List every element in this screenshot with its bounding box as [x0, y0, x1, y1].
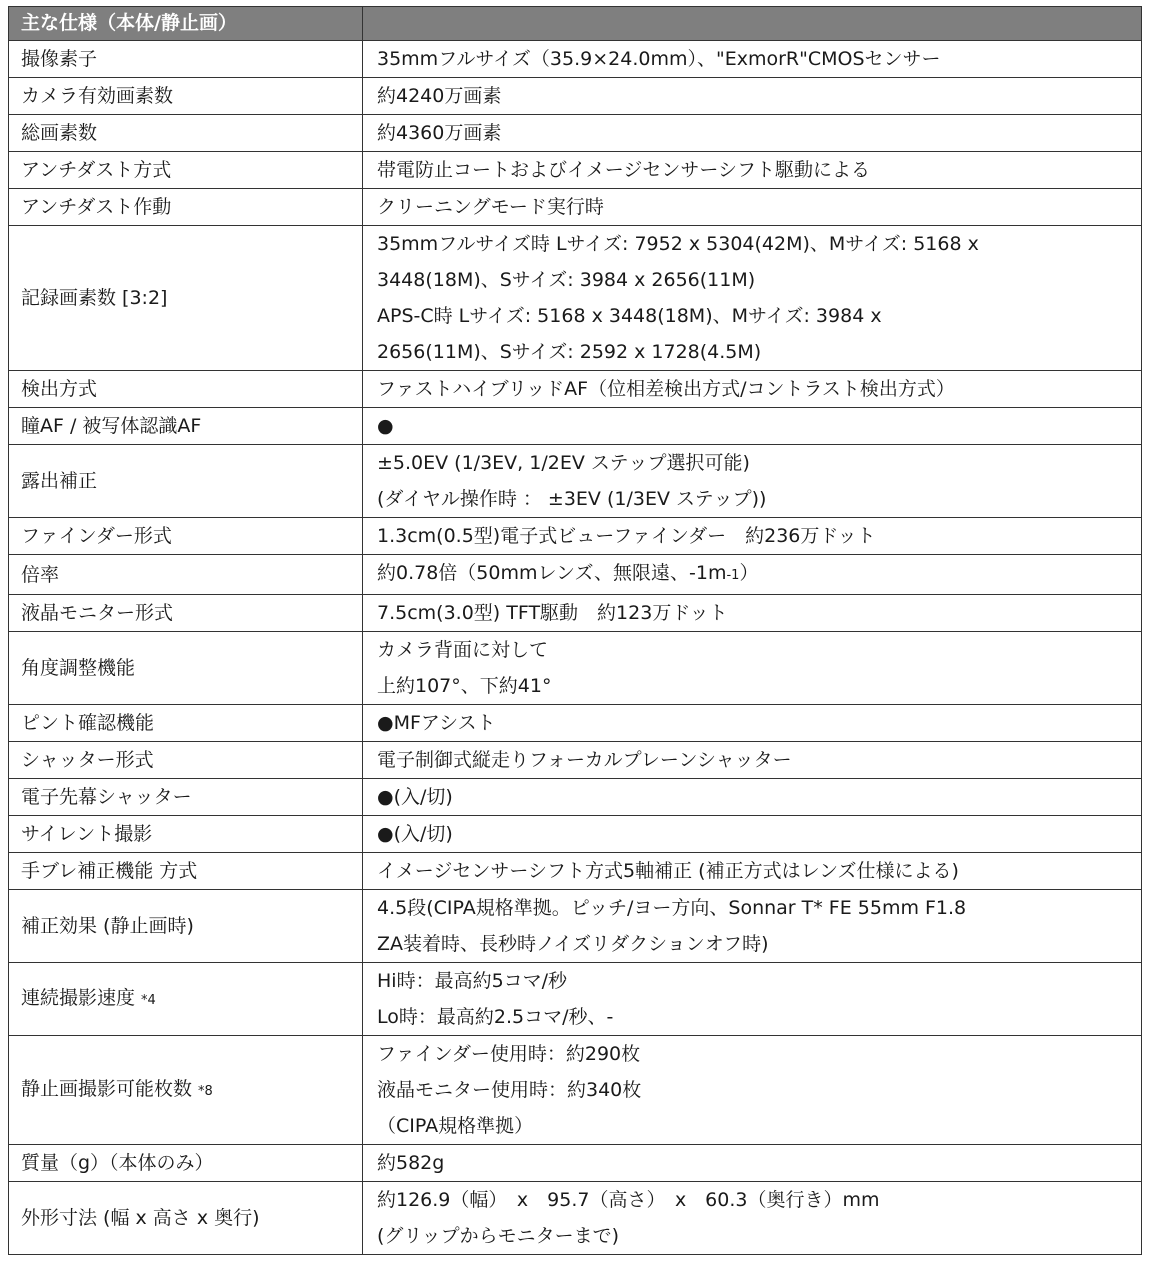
spec-value-line: [377, 890, 1141, 926]
spec-value-line: [377, 705, 1141, 741]
spec-value-line: [377, 408, 1141, 444]
spec-label: [9, 408, 363, 445]
spec-value-line: [377, 189, 1141, 225]
spec-label-text: 補正効果 (静止画時): [21, 915, 194, 937]
spec-label: [9, 853, 363, 890]
spec-value-line: [377, 371, 1141, 407]
spec-value-text: (グリップからモニターまで): [377, 1225, 620, 1247]
spec-label-text: 倍率: [21, 563, 60, 586]
spec-value: [363, 963, 1142, 1036]
spec-label-text: シャッター形式: [21, 749, 154, 771]
spec-value-text: 35mmフルサイズ時 Lサイズ: 7952 x 5304(42M)、Mサイズ: 5168 x: [377, 233, 979, 255]
spec-label: [9, 963, 363, 1036]
spec-value-line: [377, 595, 1141, 631]
spec-value-line: [377, 445, 1141, 481]
spec-value-line: [377, 742, 1141, 778]
spec-value-text: ファインダー使用時：約290枚: [377, 1043, 641, 1065]
spec-value-text: ●(入/切): [377, 823, 453, 845]
spec-label: [9, 518, 363, 555]
spec-label-text: ファインダー形式: [21, 525, 172, 547]
spec-value-text: 上約107°、下約41°: [377, 675, 552, 697]
spec-value: [363, 1182, 1142, 1255]
table-row: [9, 189, 1142, 226]
spec-label-text: 電子先幕シャッター: [21, 786, 192, 808]
spec-value-text: クリーニングモード実行時: [377, 196, 604, 218]
spec-value-line: [377, 334, 1141, 370]
table-row: [9, 115, 1142, 152]
spec-value-line: [377, 152, 1141, 188]
spec-label: [9, 1145, 363, 1182]
spec-value-line: [377, 779, 1141, 815]
spec-value-subscript: -1: [726, 568, 740, 583]
table-row: [9, 963, 1142, 1036]
spec-value: [363, 555, 1142, 595]
spec-value: [363, 152, 1142, 189]
spec-value-text: ●MFアシスト: [377, 712, 496, 734]
spec-label-text: 記録画素数 [3:2]: [21, 287, 168, 309]
spec-label: [9, 779, 363, 816]
spec-label-text: 液晶モニター形式: [21, 602, 174, 624]
spec-value-text: APS-C時 Lサイズ: 5168 x 3448(18M)、Mサイズ: 3984 x: [377, 305, 882, 327]
spec-value: [363, 632, 1142, 705]
spec-value-line: [377, 298, 1141, 334]
table-row: [9, 152, 1142, 189]
table-row: [9, 853, 1142, 890]
spec-value-text: 2656(11M)、Sサイズ: 2592 x 1728(4.5M): [377, 341, 762, 363]
spec-value: [363, 78, 1142, 115]
spec-value-text: 1.3cm(0.5型)電子式ビューファインダー 約236万ドット: [377, 525, 876, 547]
spec-label-text: 角度調整機能: [21, 657, 136, 679]
table-header-value: [363, 7, 1142, 41]
spec-value-text: Hi時：最高約5コマ/秒: [377, 970, 568, 992]
table-row: [9, 595, 1142, 632]
spec-label-text: 手ブレ補正機能 方式: [21, 860, 198, 882]
spec-label: [9, 78, 363, 115]
spec-value: [363, 408, 1142, 445]
spec-value-text: ●(入/切): [377, 786, 453, 808]
table-row: [9, 555, 1142, 595]
spec-value-text: 約4240万画素: [377, 85, 502, 107]
spec-label: [9, 115, 363, 152]
spec-value-line: [377, 668, 1141, 704]
spec-value-text: 約126.9（幅） x 95.7（高さ） x 60.3（奥行き）mm: [377, 1189, 880, 1211]
table-row: [9, 816, 1142, 853]
spec-value-line: [377, 262, 1141, 298]
spec-label-text: アンチダスト方式: [21, 159, 172, 181]
spec-label-text: 静止画撮影可能枚数: [21, 1077, 193, 1100]
table-row: [9, 779, 1142, 816]
table-row: [9, 518, 1142, 555]
spec-label: [9, 742, 363, 779]
spec-label-note: *4: [141, 992, 156, 1008]
table-row: [9, 78, 1142, 115]
spec-value-text: ●: [377, 415, 394, 437]
table-row: [9, 1145, 1142, 1182]
spec-label: [9, 595, 363, 632]
spec-table: [8, 6, 1142, 1255]
table-row: [9, 41, 1142, 78]
spec-value-line: [377, 1072, 1141, 1108]
spec-value-line: [377, 926, 1141, 962]
table-row: [9, 890, 1142, 963]
spec-value-line: [377, 1182, 1141, 1218]
spec-value: [363, 226, 1142, 371]
spec-label: [9, 1036, 363, 1145]
spec-label-text: ピント確認機能: [21, 712, 155, 734]
spec-value-text: ±5.0EV (1/3EV, 1/2EV ステップ選択可能): [377, 452, 750, 474]
spec-value-text: 液晶モニター使用時：約340枚: [377, 1079, 642, 1101]
spec-value-line: [377, 816, 1141, 852]
spec-value: [363, 890, 1142, 963]
spec-value-line: [377, 999, 1141, 1035]
spec-value: [363, 115, 1142, 152]
spec-value-text: 3448(18M)、Sサイズ: 3984 x 2656(11M): [377, 269, 756, 291]
spec-value-line: [377, 555, 1141, 594]
spec-value: [363, 742, 1142, 779]
spec-label: [9, 152, 363, 189]
spec-value-text: 電子制御式縦走りフォーカルプレーンシャッター: [377, 749, 792, 771]
spec-value: [363, 816, 1142, 853]
spec-value-tail: ）: [739, 562, 759, 584]
spec-label: [9, 555, 363, 595]
spec-value-line: [377, 853, 1141, 889]
spec-label-text: カメラ有効画素数: [21, 85, 174, 107]
table-row: [9, 371, 1142, 408]
spec-label: [9, 705, 363, 742]
spec-value-text: 約0.78倍（50mmレンズ、無限遠、-1m: [377, 562, 727, 584]
spec-value: [363, 518, 1142, 555]
spec-label-text: サイレント撮影: [21, 823, 153, 845]
spec-label-text: 撮像素子: [21, 48, 98, 70]
table-row: [9, 742, 1142, 779]
spec-value: [363, 853, 1142, 890]
spec-value: [363, 779, 1142, 816]
spec-label: [9, 890, 363, 963]
spec-value: [363, 595, 1142, 632]
spec-value: [363, 189, 1142, 226]
spec-label: [9, 41, 363, 78]
table-row: [9, 445, 1142, 518]
spec-value-text: イメージセンサーシフト方式5軸補正 (補正方式はレンズ仕様による): [377, 860, 959, 882]
spec-value-text: 約4360万画素: [377, 122, 502, 144]
spec-value-line: [377, 115, 1141, 151]
spec-value-line: [377, 78, 1141, 114]
table-row: [9, 226, 1142, 371]
spec-value-line: [377, 226, 1141, 262]
spec-value-line: [377, 1108, 1141, 1144]
spec-label-text: 総画素数: [21, 122, 98, 144]
spec-value-text: (ダイヤル操作時 ： ±3EV (1/3EV ステップ)): [377, 488, 767, 510]
spec-value: [363, 371, 1142, 408]
spec-value-text: カメラ背面に対して: [377, 639, 549, 661]
table-row: [9, 1036, 1142, 1145]
spec-value: [363, 445, 1142, 518]
spec-label-note: *8: [198, 1083, 213, 1099]
spec-label-text: 瞳AF / 被写体認識AF: [21, 415, 202, 437]
spec-body: [9, 41, 1142, 1255]
spec-value-text: 4.5段(CIPA規格準拠。ピッチ/ヨー方向、Sonnar T* FE 55mm F1.8: [377, 897, 967, 919]
spec-label: [9, 632, 363, 705]
spec-value: [363, 705, 1142, 742]
spec-value: [363, 1145, 1142, 1182]
spec-label: [9, 816, 363, 853]
spec-label: [9, 189, 363, 226]
table-row: [9, 1182, 1142, 1255]
table-row: [9, 705, 1142, 742]
spec-value-line: [377, 481, 1141, 517]
spec-label: [9, 445, 363, 518]
table-header-row: [9, 7, 1142, 41]
spec-value-line: [377, 1218, 1141, 1254]
spec-value-line: [377, 1036, 1141, 1072]
spec-label-text: 質量（g）（本体のみ）: [21, 1152, 214, 1174]
table-row: [9, 408, 1142, 445]
spec-value-text: （CIPA規格準拠）: [377, 1115, 534, 1137]
spec-label-text: 外形寸法 (幅 x 高さ x 奥行): [21, 1207, 260, 1229]
spec-value-line: [377, 1145, 1141, 1181]
spec-value-line: [377, 632, 1141, 668]
spec-value-text: 約582g: [377, 1152, 445, 1174]
spec-label-text: アンチダスト作動: [21, 196, 172, 218]
spec-value: [363, 41, 1142, 78]
spec-value-line: [377, 41, 1141, 77]
spec-value-text: ファストハイブリッドAF（位相差検出方式/コントラスト検出方式）: [377, 378, 955, 400]
spec-value-text: 帯電防止コートおよびイメージセンサーシフト駆動による: [377, 159, 871, 181]
spec-value-text: ZA装着時、長秒時ノイズリダクションオフ時): [377, 933, 769, 955]
spec-label-text: 連続撮影速度: [21, 986, 136, 1009]
spec-label: [9, 371, 363, 408]
spec-value-line: [377, 963, 1141, 999]
table-header-title: 主な仕様（本体/静止画）: [9, 7, 363, 41]
spec-value-text: Lo時：最高約2.5コマ/秒、-: [377, 1006, 614, 1028]
spec-value-text: 35mmフルサイズ（35.9×24.0mm）、"ExmorR"CMOSセンサー: [377, 48, 941, 70]
spec-value: [363, 1036, 1142, 1145]
spec-value-line: [377, 518, 1141, 554]
table-row: [9, 632, 1142, 705]
spec-label-text: 露出補正: [21, 470, 98, 492]
spec-label: [9, 1182, 363, 1255]
spec-value-text: 7.5cm(3.0型) TFT駆動 約123万ドット: [377, 602, 728, 624]
spec-label: [9, 226, 363, 371]
spec-label-text: 検出方式: [21, 378, 98, 400]
